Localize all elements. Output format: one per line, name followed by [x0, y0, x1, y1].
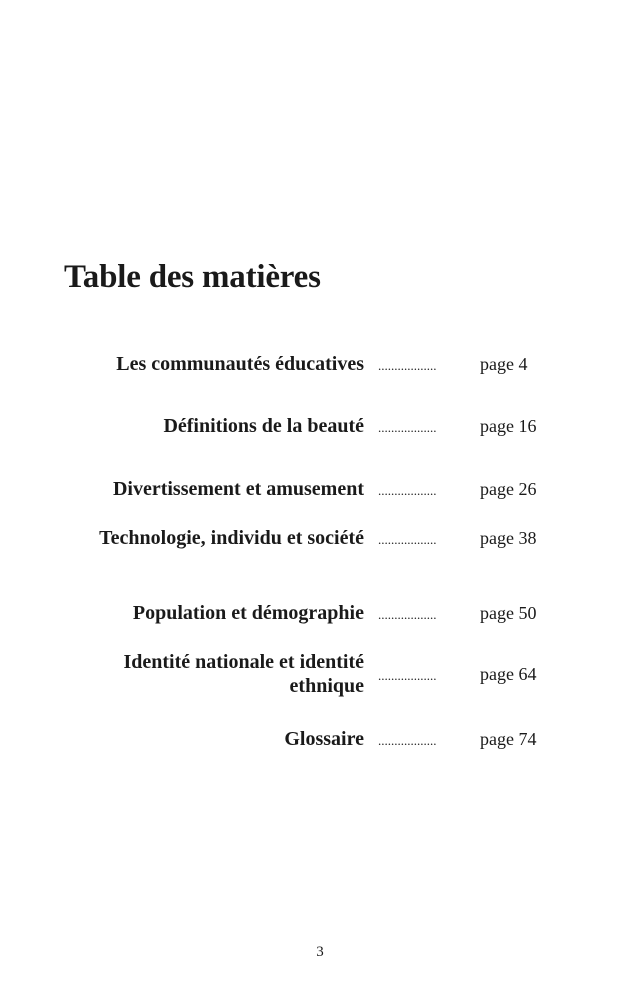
toc-entry-page: page 74	[480, 729, 537, 749]
toc-entry-page: page 50	[480, 603, 537, 623]
toc-entry-page: page 38	[480, 528, 537, 548]
toc-entry-leader: ..................	[378, 607, 437, 622]
toc-entry-chapter: Divertissement et amusement	[112, 478, 364, 500]
toc-entry-chapter: Les communautés éducatives	[116, 353, 364, 375]
toc-entry[interactable]	[0, 650, 625, 698]
toc-entry-leader: ..................	[378, 358, 437, 373]
toc-entry-chapter: Identité nationale et identité ethnique	[123, 651, 364, 697]
toc-entry-chapter: Population et démographie	[132, 602, 364, 624]
toc-title: Table des matières	[64, 259, 321, 295]
toc-entry-leader: ..................	[378, 532, 437, 547]
toc-entry-page: page 64	[480, 664, 537, 684]
toc-entry-leader: ..................	[378, 668, 437, 683]
toc-entry-page: page 4	[480, 354, 528, 374]
page-number: 3	[316, 944, 324, 960]
toc-entry[interactable]	[0, 599, 625, 627]
toc-entry-chapter: Technologie, individu et société	[99, 527, 364, 549]
toc-entry-leader: ..................	[378, 733, 437, 748]
toc-entry-page: page 26	[480, 479, 537, 499]
toc-entry-chapter: Définitions de la beauté	[163, 415, 364, 437]
toc-entry[interactable]	[0, 725, 625, 753]
toc-entry[interactable]	[0, 475, 625, 503]
toc-entry[interactable]	[0, 524, 625, 552]
toc-entry[interactable]	[0, 412, 625, 440]
toc-entry-leader: ..................	[378, 483, 437, 498]
toc-entry-chapter: Glossaire	[284, 728, 364, 750]
toc-entry-page: page 16	[480, 416, 537, 436]
toc-entry-leader: ..................	[378, 420, 437, 435]
toc-entry[interactable]	[0, 350, 625, 378]
